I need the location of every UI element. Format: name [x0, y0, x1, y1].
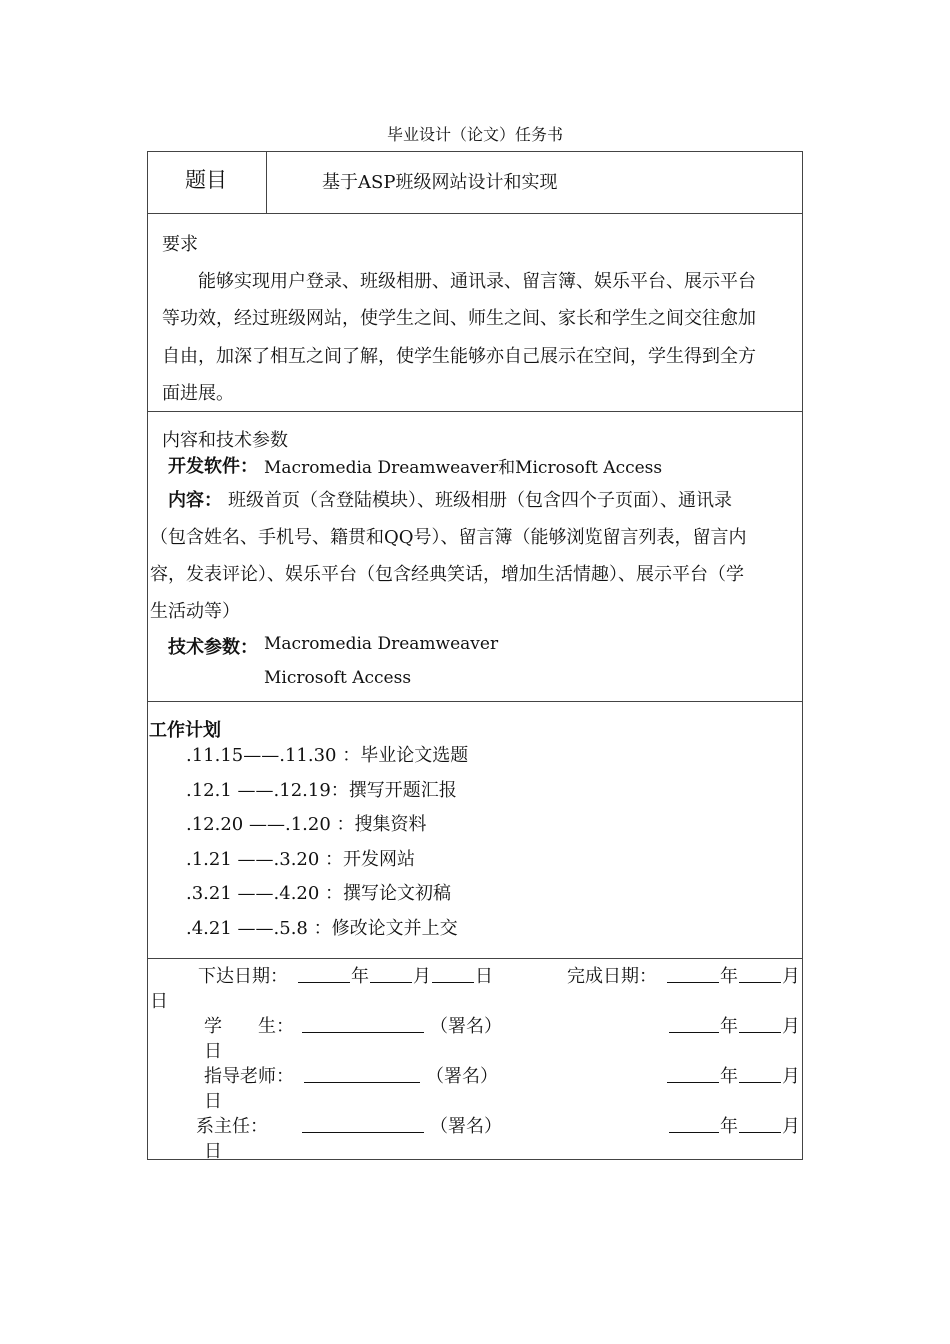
requirements-line: 自由，加深了相互之间了解，使学生能够亦自己展示在空间，学生得到全方	[162, 346, 756, 367]
student-day-unit: 日	[204, 1041, 222, 1062]
director-day-unit: 日	[204, 1141, 222, 1162]
row-divider-1	[147, 213, 803, 214]
director-month-unit: 月	[782, 1116, 800, 1137]
student-month-unit: 月	[782, 1016, 800, 1037]
finish-date-label: 完成日期：	[567, 966, 657, 987]
advisor-label: 指导老师：	[204, 1066, 294, 1087]
student-year-blank[interactable]	[669, 1016, 719, 1033]
content-label: 内容：	[168, 490, 222, 511]
finish-year-unit: 年	[720, 966, 738, 987]
tech-label: 技术参数：	[168, 637, 258, 658]
software-label: 开发软件：	[168, 456, 258, 477]
issue-year-blank[interactable]	[298, 966, 350, 983]
advisor-year-blank[interactable]	[667, 1066, 719, 1083]
finish-day-unit: 日	[150, 991, 168, 1012]
advisor-sign-note: （署名）	[426, 1066, 498, 1087]
director-year-blank[interactable]	[669, 1116, 719, 1133]
content-line: 容，发表评论）、娱乐平台（包含经典笑话，增加生活情趣）、展示平台（学	[150, 564, 744, 585]
issue-day-blank[interactable]	[432, 966, 474, 983]
advisor-month-unit: 月	[782, 1066, 800, 1087]
requirements-line: 能够实现用户登录、班级相册、通讯录、留言簿、娱乐平台、展示平台	[198, 271, 756, 292]
issue-day-unit: 日	[475, 966, 493, 987]
content-line: 班级首页（含登陆模块）、班级相册（包含四个子页面）、通讯录	[228, 490, 732, 511]
issue-month-unit: 月	[413, 966, 431, 987]
director-month-blank[interactable]	[739, 1116, 781, 1133]
issue-year-unit: 年	[351, 966, 369, 987]
topic-value: 基于ASP班级网站设计和实现	[322, 172, 558, 193]
director-label: 系主任：	[196, 1116, 268, 1137]
finish-year-blank[interactable]	[667, 966, 719, 983]
plan-item: .1.21 ——.3.20 ：开发网站	[186, 849, 416, 870]
row-divider-2	[147, 411, 803, 412]
topic-divider	[266, 152, 267, 214]
plan-item: .4.21 ——.5.8 ：修改论文并上交	[186, 918, 458, 939]
student-sign-note: （署名）	[430, 1016, 502, 1037]
student-label: 学 生：	[204, 1016, 294, 1037]
advisor-month-blank[interactable]	[739, 1066, 781, 1083]
row-divider-4	[147, 958, 803, 959]
student-signature-blank[interactable]	[302, 1016, 424, 1033]
director-sign-note: （署名）	[430, 1116, 502, 1137]
advisor-year-unit: 年	[720, 1066, 738, 1087]
content-line: （包含姓名、手机号、籍贯和QQ号）、留言簿（能够浏览留言列表，留言内	[150, 527, 747, 548]
plan-heading: 工作计划	[149, 720, 221, 741]
advisor-signature-blank[interactable]	[304, 1066, 420, 1083]
plan-item: .12.20 ——.1.20 ：搜集资料	[186, 814, 427, 835]
topic-label: 题目	[185, 168, 227, 192]
content-line: 生活动等）	[150, 601, 240, 622]
content-heading: 内容和技术参数	[162, 430, 288, 451]
issue-month-blank[interactable]	[370, 966, 412, 983]
requirements-line: 面进展。	[162, 383, 234, 404]
director-year-unit: 年	[720, 1116, 738, 1137]
finish-month-blank[interactable]	[739, 966, 781, 983]
tech-value: Macromedia Dreamweaver	[264, 634, 499, 654]
advisor-day-unit: 日	[204, 1091, 222, 1112]
document-title: 毕业设计（论文）任务书	[386, 125, 563, 144]
plan-item: .11.15——.11.30 ：毕业论文选题	[186, 745, 469, 766]
finish-month-unit: 月	[782, 966, 800, 987]
row-divider-3	[147, 701, 803, 702]
plan-item: .3.21 ——.4.20 ：撰写论文初稿	[186, 883, 452, 904]
tech-value: Microsoft Access	[264, 668, 412, 688]
issue-date-label: 下达日期：	[198, 966, 288, 987]
director-signature-blank[interactable]	[302, 1116, 424, 1133]
requirements-line: 等功效，经过班级网站，使学生之间、师生之间、家长和学生之间交往愈加	[162, 308, 756, 329]
software-value: Macromedia Dreamweaver和Microsoft Access	[264, 458, 663, 478]
requirements-heading: 要求	[162, 234, 198, 255]
student-month-blank[interactable]	[739, 1016, 781, 1033]
student-year-unit: 年	[720, 1016, 738, 1037]
plan-item: .12.1 ——.12.19：撰写开题汇报	[186, 780, 457, 801]
